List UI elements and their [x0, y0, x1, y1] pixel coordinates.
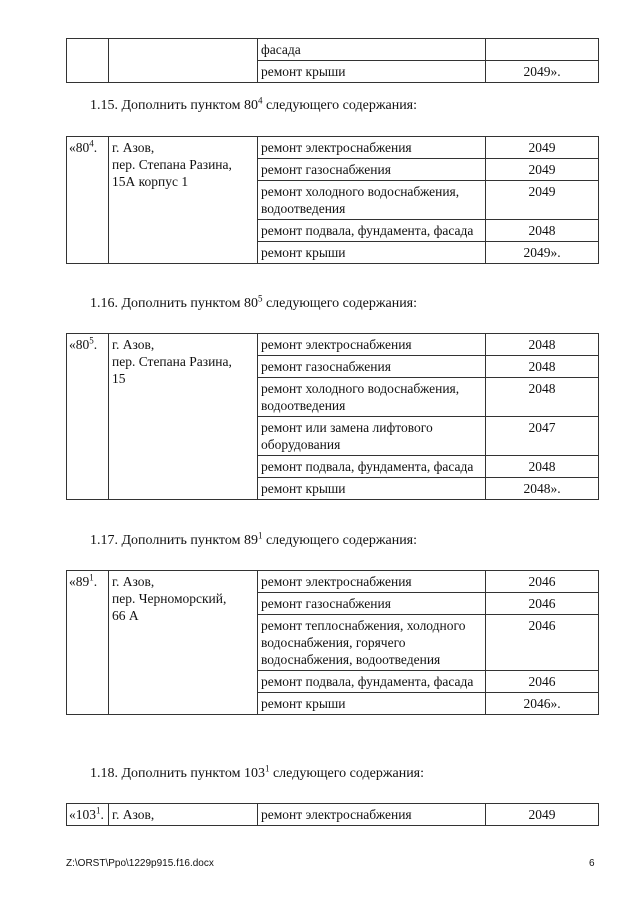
year-cell: 2049	[486, 804, 599, 826]
work-cell: ремонт подвала, фундамента, фасада	[258, 671, 486, 693]
work-cell: ремонт электроснабжения	[258, 571, 486, 593]
year-cell: 2048	[486, 220, 599, 242]
work-cell: ремонт крыши	[258, 61, 486, 83]
number-cell: «$89^1$.	[67, 571, 109, 715]
year-cell: 2049	[486, 181, 599, 220]
footer-file-path: Z:\ORST\Ppo\1229p915.f16.docx	[66, 858, 214, 869]
year-cell: 2049».	[486, 242, 599, 264]
section-table	[66, 136, 599, 264]
address-cell: г. Азов, пер. Степана Разина, 15	[109, 334, 258, 500]
year-cell: 2046	[486, 615, 599, 671]
table-row	[67, 804, 599, 826]
work-cell: ремонт газоснабжения	[258, 159, 486, 181]
section-heading: 1.17. Дополнить пунктом $89^1$ следующего содержания:	[90, 530, 418, 548]
year-cell: 2047	[486, 417, 599, 456]
year-cell: 2049	[486, 159, 599, 181]
year-cell: 2048».	[486, 478, 599, 500]
year-cell: 2049».	[486, 61, 599, 83]
work-cell: ремонт электроснабжения	[258, 334, 486, 356]
work-cell: ремонт газоснабжения	[258, 356, 486, 378]
number-cell: «$103^1$.	[67, 804, 109, 826]
footer-page-number: 6	[589, 858, 595, 869]
work-cell: ремонт подвала, фундамента, фасада	[258, 220, 486, 242]
section-table	[66, 570, 599, 715]
year-cell: 2048	[486, 356, 599, 378]
address-cell: г. Азов, пер. Степана Разина, 15А корпус 1	[109, 137, 258, 264]
number-cell	[67, 39, 109, 83]
address-cell: г. Азов, пер. Черноморский, 66 А	[109, 571, 258, 715]
work-cell: ремонт или замена лифтового оборудования	[258, 417, 486, 456]
number-cell: «$80^4$.	[67, 137, 109, 264]
work-cell: ремонт холодного водоснабжения, водоотведения	[258, 378, 486, 417]
work-cell: ремонт крыши	[258, 478, 486, 500]
work-cell: ремонт холодного водоснабжения, водоотведения	[258, 181, 486, 220]
year-cell: 2049	[486, 137, 599, 159]
continuation-table	[66, 38, 599, 83]
year-cell: 2046	[486, 571, 599, 593]
address-cell	[109, 39, 258, 83]
work-cell: фасада	[258, 39, 486, 61]
section-table	[66, 333, 599, 500]
work-cell: ремонт теплоснабжения, холодного водоснабжения, горячего водоснабжения, водоотведения	[258, 615, 486, 671]
year-cell: 2048	[486, 334, 599, 356]
work-cell: ремонт электроснабжения	[258, 804, 486, 826]
year-cell: 2048	[486, 378, 599, 417]
work-cell: ремонт крыши	[258, 242, 486, 264]
work-cell: ремонт газоснабжения	[258, 593, 486, 615]
year-cell: 2046	[486, 671, 599, 693]
table-row	[67, 137, 599, 159]
section-heading: 1.16. Дополнить пунктом $80^5$ следующего содержания:	[90, 293, 418, 311]
table-row	[67, 571, 599, 593]
work-cell: ремонт крыши	[258, 693, 486, 715]
section-heading: 1.18. Дополнить пунктом $103^1$ следующего содержания:	[90, 763, 425, 781]
year-cell: 2048	[486, 456, 599, 478]
year-cell: 2046».	[486, 693, 599, 715]
work-cell: ремонт электроснабжения	[258, 137, 486, 159]
year-cell: 2046	[486, 593, 599, 615]
table-row	[67, 39, 599, 61]
year-cell	[486, 39, 599, 61]
address-cell: г. Азов,	[109, 804, 258, 826]
table-row	[67, 334, 599, 356]
section-heading: 1.15. Дополнить пунктом $80^4$ следующего содержания:	[90, 95, 418, 113]
work-cell: ремонт подвала, фундамента, фасада	[258, 456, 486, 478]
section-table	[66, 803, 599, 826]
number-cell: «$80^5$.	[67, 334, 109, 500]
